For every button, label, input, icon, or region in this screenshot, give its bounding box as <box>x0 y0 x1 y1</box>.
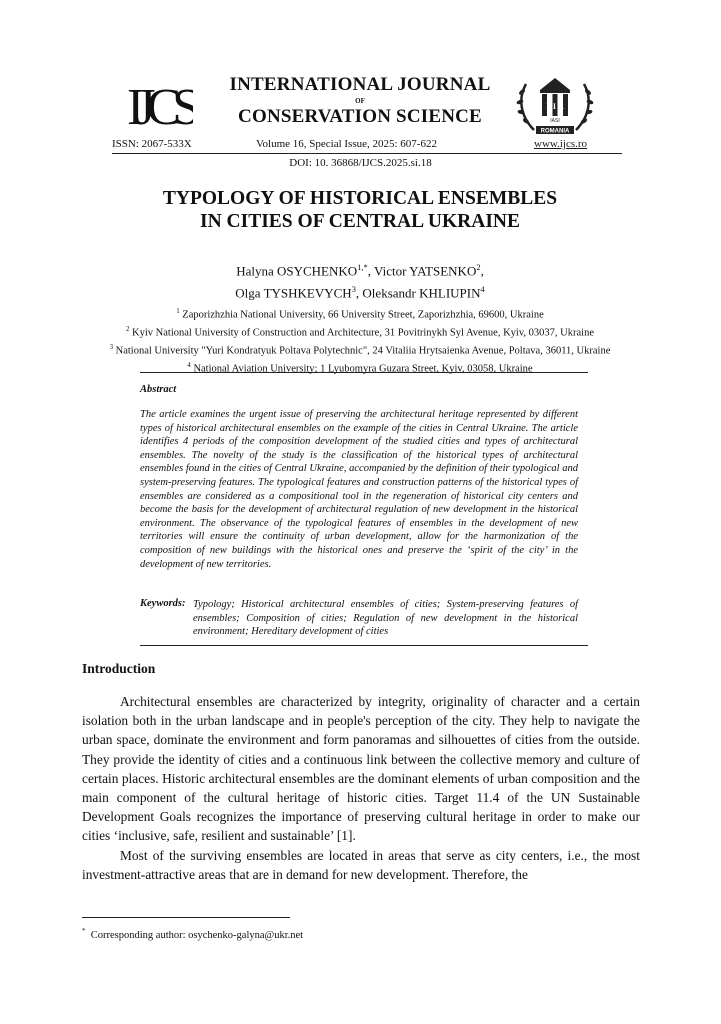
journal-logo <box>125 74 193 140</box>
header-rule <box>112 153 622 154</box>
keywords-label: Keywords: <box>140 598 186 609</box>
paper-title <box>60 187 660 233</box>
affiliation-line: $^4$ National Aviation University; 1 Lyubomyra Guzara Street, Kyiv, 03058, Ukraine <box>187 362 533 375</box>
title-line-1: TYPOLOGY OF HISTORICAL ENSEMBLES <box>162 188 558 209</box>
author-list: Halyna $OSYCHENKO^{1,*}$, Victor YATSENKO$^2$, Olga TYSHKEVYCH$^3$, Oleksandr KHLIUPIN$^4$ <box>235 262 485 301</box>
journal-website-link[interactable]: www.ijcs.ro <box>534 138 588 150</box>
journal-name-of: OF <box>355 97 365 105</box>
seal-band: ROMANIA <box>540 128 570 135</box>
paragraph: Most of the surviving ensembles are located in areas that serve as city centers, i.e., the most investment-attractive areas that are in demand for new development. Therefore, the <box>82 847 640 882</box>
section-heading-introduction: Introduction <box>82 661 156 676</box>
title-line-2: IN CITIES OF CENTRAL UKRAINE <box>199 211 520 232</box>
abstract-bottom-rule <box>140 645 588 646</box>
affiliation-line: $^3$ National University "Yuri Kondratyuk Poltava Polytechnic", 24 Vitaliia Hrytsaienka Avenue, Poltava, 36011, Ukraine <box>109 344 611 357</box>
volume-info: Volume 16, Special Issue, 2025: 607-622 <box>256 138 437 150</box>
logo-lettering: IJCS <box>127 79 193 136</box>
abstract-heading: Abstract <box>140 384 177 395</box>
footnote <box>82 927 303 941</box>
author-name: Halyna OSYCHENKO <box>236 263 358 279</box>
keywords-text: Typology; Historical architectural ensembles of cities; System-preserving features of ensembles; Composition of cities; Regulation of new development in the historical environment; Hereditary development of cities <box>193 599 578 638</box>
footnote-mark: * <box>82 927 86 935</box>
paragraph: Architectural ensembles are characterized by integrity, originality of character and a certain isolation both in the urban landscape and in people's perception of the city. They help to navigate the urban space, dominate the environment and form panoramas and silhouettes of cities from the outside. They provide the identity of cities and a continuous link between the collective memory and culture of certain places. Historic architectural ensembles are the dominant elements of urban composition and the main component of the cultural heritage of historic cities. Target 11.4 of the UN Sustainable Development Goals recognizes the importance of preserving cultural heritage in order to make our cities ‘inclusive, safe, resilient and sustainable’ [1]. <box>82 694 640 844</box>
fir-seal-logo <box>512 72 598 140</box>
seal-letters: F I R <box>546 102 564 111</box>
journal-name-line1: INTERNATIONAL JOURNAL <box>229 74 491 95</box>
author-affiliation-mark: 2 <box>476 262 481 272</box>
affiliation-line: $^2$ Kyiv National University of Construction and Architecture, 31 Povitrinykh Syl Avenue, Kyiv, 03037, Ukraine <box>126 326 594 339</box>
affiliation-list <box>30 305 690 377</box>
author-name: Victor YATSENKO <box>373 263 477 279</box>
seal-city: IASI <box>550 118 560 124</box>
doi: DOI: 10. 36868/IJCS.2025.si.18 <box>289 157 432 169</box>
abstract-top-rule <box>140 372 588 373</box>
author-name: Olga TYSHKEVYCH <box>235 285 352 301</box>
abstract-text: The article examines the urgent issue of preserving the architectural heritage represented by different types of historical architectural ensembles on the example of the cities in Central Ukraine. The article identifies 4 periods of the composition development of the studied cities and types of architectural ensembles. The novelty of the study is the classification of the historical types of architectural ensembles found in the cities of Central Ukraine, accompanied by the definition of their typological and system-preserving features. The typological features and construction patterns of the historical types of ensembles are considered as a compositional tool in the regeneration of historical city centers and become the basis for the development of architectural regulation of new development in the historical environment. The observance of the typological features of ensembles in the development of new territories will ensure the continuity of urban development, allow for the harmonization of the composition of new buildings with the historical ones and preserve the ‘spirit of the city’ in the development of new territories. <box>140 409 578 570</box>
introduction-body <box>82 692 640 884</box>
author-affiliation-mark: 4 <box>480 284 485 295</box>
author-affiliation-mark: 3 <box>351 284 356 295</box>
footnote-rule <box>82 917 290 918</box>
issn: ISSN: 2067-533X <box>112 138 192 150</box>
footnote-text: Corresponding author: osychenko-galyna@ukr.net <box>90 930 304 941</box>
affiliation-line: $^1$ Zaporizhzhia National University, 66 University Street, Zaporizhzhia, 69600, Ukraine <box>176 308 544 321</box>
author-affiliation-mark: 1,* <box>357 262 368 272</box>
journal-name-line2: CONSERVATION SCIENCE <box>238 106 482 127</box>
author-name: Oleksandr KHLIUPIN <box>362 285 481 301</box>
